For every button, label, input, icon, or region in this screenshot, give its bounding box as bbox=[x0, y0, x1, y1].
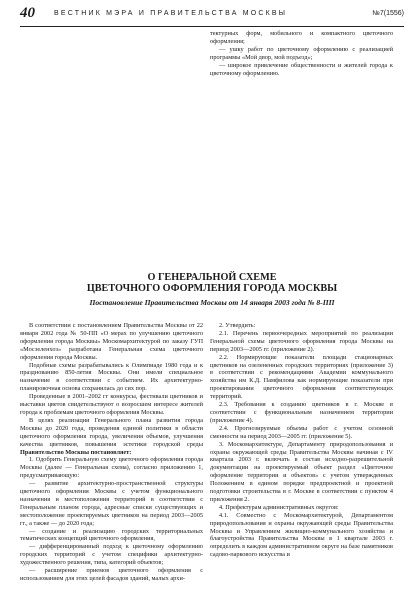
paragraph: Подобные схемы разрабатывались к Олимпиаде 1980 года и к празднованию 850-летия Москвы. Они имели специальное назначение в соответствии с событием. Их архитектурно-планировочная основа сохранилась до сих пор. bbox=[20, 361, 203, 393]
page-number: 40 bbox=[20, 5, 35, 21]
paragraph: 2.2. Нормирующие показатели площади стационарных цветников на озелененных городских территориях (приложение 3) в соответствии с рекомендациями Академии коммунального хозяйства им К.Д. Памфилова как нормирующие показатели при проектировании цветочного оформления соответствующих территорий. bbox=[210, 353, 393, 401]
running-header bbox=[20, 4, 404, 27]
paragraph: 1. Одобрить Генеральную схему цветочного оформления города Москвы (далее — Генеральная схема), согласно приложению 1, предусматривающую: bbox=[20, 456, 203, 480]
resolution-phrase: Правительство Москвы постановляет: bbox=[20, 448, 132, 456]
paragraph: — широкое привлечение общественности и жителей города к цветочному оформлению. bbox=[210, 61, 393, 77]
paragraph: 4.1. Совместно с Москомархитектурой, Департаментом природопользования и охраны окружающей среды Правительства Москвы и Управлением жилищно-коммунального хозяйства и благоустройства Правительства Москвы в 1 квартале 2003 г. определить в каждом административном округе на базе памятников садово-паркового искусства и bbox=[210, 511, 393, 559]
paragraph: 4. Префектурам административных округов: bbox=[219, 503, 339, 511]
left-text-column bbox=[20, 322, 203, 583]
paragraph: — дифференцированный подход к цветочному оформлению городских территорий с учетом специфики архитектурно-художественного решения, типа, категорий объектов; bbox=[20, 543, 203, 567]
journal-title: ВЕСТНИК МЭРА И ПРАВИТЕЛЬСТВА МОСКВЫ bbox=[54, 10, 288, 17]
paragraph: 2. Утвердить: bbox=[219, 322, 256, 329]
article-subtitle: Постановление Правительства Москвы от 14 января 2003 года № 8-ПП bbox=[89, 298, 335, 307]
article-title-line-2: ЦВЕТОЧНОГО ОФОРМЛЕНИЯ ГОРОДА МОСКВЫ bbox=[86, 283, 338, 294]
paragraph: 2.4. Прогнозируемые объемы работ с учетом сезонной сменности на период 2003—2005 гг. (приложение 5). bbox=[210, 424, 393, 440]
top-fragment-column bbox=[210, 30, 393, 77]
paragraph: 3. Москомархитектуре, Департаменту природопользования и охраны окружающей среды Правительства Москвы начиная с IV квартала 2003 г. включать в состав исходно-разрешительной документации на проектируемый объект раздел «Цветочное оформление территории и объектов» с учетом утвержденных Положением в едином порядке предпроектной и проектной подготовки строительства в г. Москве в соответствии с пунктом 4 приложения 2. bbox=[210, 440, 393, 503]
paragraph: 2.1. Перечень первоочередных мероприятий по реализации Генеральной схемы цветочного оформления города Москвы на период 2003—2005 гг. (приложение 2). bbox=[210, 329, 393, 353]
paragraph: Проведенные в 2001–2002 гг конкурсы, фестивали цветников и выставки цветов свидетельствуют о возросшем интересе жителей города к проблемам цветочного оформления Москвы. bbox=[20, 393, 203, 416]
paragraph: — расширение приемов цветочного оформления с использованием для этих целей фасадов зданий, малых архи- bbox=[20, 567, 203, 582]
paragraph: тектурных форм, мобильного и компактного цветочного оформления; bbox=[210, 30, 393, 45]
paragraph-text: В целях реализации Генерального плана развития города Москвы до 2020 года, проведения единой политики в области цветочного оформления города, увеличения объемов, улучшения качества цветников, повышения эстетики городской среды bbox=[20, 416, 203, 448]
paragraph bbox=[20, 417, 203, 457]
right-text-column bbox=[210, 322, 393, 559]
paragraph: — развитие архитектурно-пространственной структуры цветочного оформления Москвы с учетом функционального назначения и местоположения территорий в соответствии с Генеральным планом города, адресные списки существующих и местоположение проектируемых цветников на период 2003—2005 гг., а также — до 2020 года; bbox=[20, 480, 203, 527]
issue-number: №7(1556) bbox=[372, 10, 404, 17]
paragraph: 2.3. Требования к созданию цветников в г. Москве в соответствии с функциональным назначением территории (приложение 4). bbox=[210, 401, 393, 424]
paragraph: — создание и реализацию городских территориальных тематических концепций цветочного оформления, bbox=[20, 527, 203, 543]
article-title-block bbox=[20, 272, 404, 308]
article-title-line-1: О ГЕНЕРАЛЬНОЙ СХЕМЕ bbox=[147, 272, 277, 283]
paragraph: В соответствии с постановлением Правительства Москвы от 22 января 2002 года № 50-ПП «О мерах по улучшению цветочного оформления города Москвы» Москомархитектурой по заказу ГУП «Мосзеленхоз» разработана Генеральная схема цветочного оформления города Москвы. bbox=[20, 322, 203, 361]
paragraph: — ушку работ по цветочному оформлению с реализацией программы «Мой двор, мой подъезд»; bbox=[210, 45, 393, 61]
